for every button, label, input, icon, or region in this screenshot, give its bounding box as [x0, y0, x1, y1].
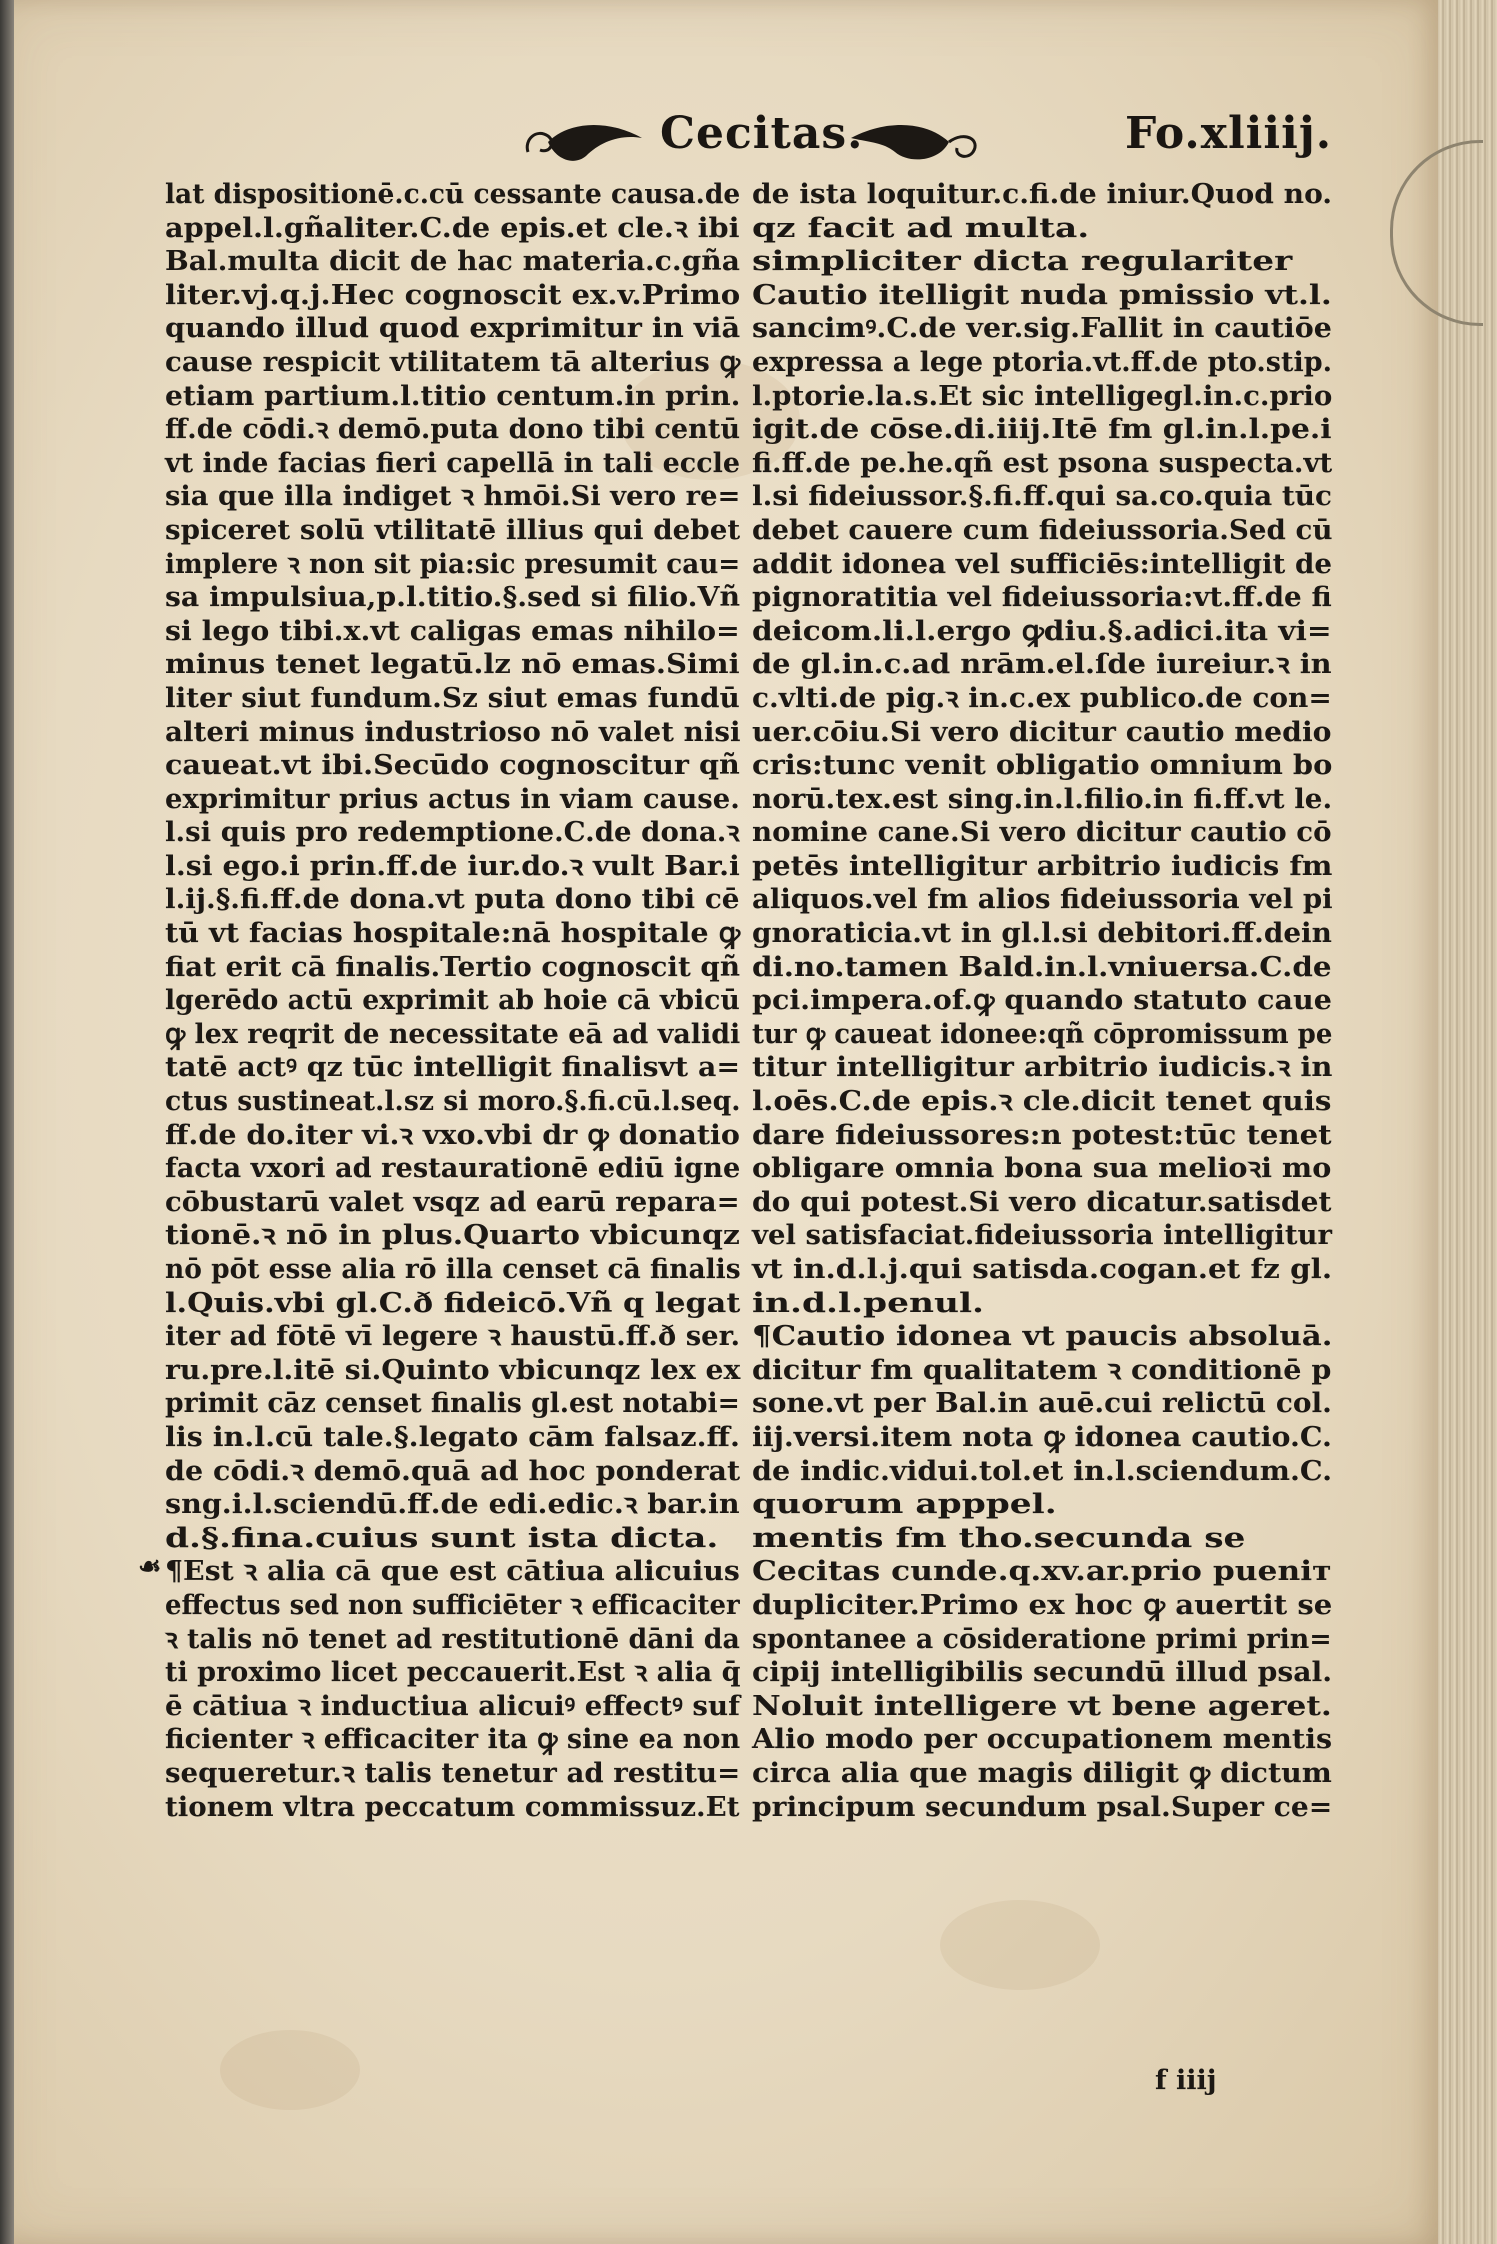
left-column-line: caueat.vt ibi.Secūdo cognoscitur qñ: [165, 749, 740, 782]
right-column-line: dare fideiussores:n potest:tūc tenet: [752, 1118, 1332, 1151]
left-column-line: appel.l.gñaliter.C.de epis.et cle.ꝛ ibi: [165, 211, 740, 244]
left-column-line: l.si quis pro redemptione.C.de dona.ꝛ: [165, 816, 740, 849]
left-column-line: ti proximo licet peccauerit.Est ꝛ alia q̄: [165, 1656, 741, 1689]
right-column-line: Cecitas cunde.q.xv.ar.pri̇o pueniт: [752, 1555, 1332, 1588]
left-column-line: alteri minus industrioso nō valet nisi: [165, 715, 741, 748]
paper-stain: [940, 1900, 1100, 1990]
right-column-line: obligare omnia bona sua melioꝛi mo: [752, 1152, 1332, 1185]
left-column-line: ē cātiua ꝛ inductiua alicuiꝰ effectꝰ suf: [165, 1689, 740, 1722]
left-column-line: ¶Est ꝛ alia cā que est cātiua alicuius: [165, 1555, 740, 1588]
right-column-line: dupliciter.Primo ex hoc ꝙ auertit se: [752, 1588, 1333, 1621]
page-gutter-shadow: [0, 0, 14, 2244]
left-column-line: liter.vj.q.j.Hec cognoscit ex.v.Primo: [165, 278, 741, 311]
left-column-line: ru.pre.l.itē si.Quinto vbicunqz lex ex: [165, 1353, 741, 1386]
left-column-line: primit cāz censet finalis gl.est notabi=: [165, 1387, 740, 1420]
left-column-line: ꝛ talis nō tenet ad restitutionē dāni da: [165, 1622, 740, 1655]
right-column-line: de ista loquitur.c.fi.de iniur.Quod no.: [752, 178, 1333, 210]
right-column-line: igit.de cōse.di.iiij.Itē fm gl.in.l.pe.i: [752, 413, 1332, 446]
right-column-line: Cautio itelligit nuda pmissio vt.l.: [752, 278, 1332, 311]
left-column-line: sng.i.l.sciendū.ff.de edi.edic.ꝛ bar.in: [165, 1488, 740, 1521]
right-column-line: c.vlti.de pig.ꝛ in.c.ex publico.de con=: [752, 681, 1332, 714]
left-column-line: sa impulsiua,p.l.titio.§.sed si filio.Vñ: [165, 581, 741, 614]
left-column-line: ff.de do.iter vi.ꝛ vxo.vbi dr ꝙ donatio: [165, 1118, 740, 1151]
right-column-line: de indic.vidui.tol.et in.l.sciendum.C.: [752, 1454, 1333, 1487]
left-column-line: vt inde facias fieri capellā in tali eccle: [165, 446, 741, 479]
signature-mark: f iiij: [1155, 2065, 1217, 2096]
left-column-line: effectus sed non sufficiēter ꝛ efficaciter: [165, 1588, 740, 1621]
left-column-line: facta vxori ad restaurationē ediū igne: [165, 1152, 741, 1185]
left-column-line: tatē actꝰ qz tūc intelligit finalisvt a=: [165, 1051, 741, 1084]
right-column-line: cris:tunc venit obligatio omnium bo: [752, 749, 1333, 782]
right-column-line: debet cauere cum fideiussoria.Sed cū: [752, 513, 1333, 546]
left-column-line: l.si ego.i prin.ff.de iur.do.ꝛ vult Bar.i: [165, 849, 740, 882]
left-column-line: ꝙ lex reqrit de necessitate eā ad validi: [165, 1017, 741, 1050]
paper-stain: [220, 2030, 360, 2110]
right-column-line: cipij intelligibilis secundū illud psal.: [752, 1656, 1333, 1689]
left-column-line: sequeretur.ꝛ talis tenetur ad restitu=: [165, 1756, 741, 1789]
right-column-line: mentis fm tho.secunda se: [752, 1521, 1246, 1554]
right-column-line: fi.ff.de pe.he.qñ est psona suspecta.vt: [752, 446, 1333, 479]
right-column-line: uer.cōiu.Si vero dicitur cautio medio: [752, 715, 1332, 748]
left-column-line: liter siut fundum.Sz siut emas fundū: [165, 681, 740, 714]
right-column-line: vel satisfaciat.fideiussoria intelligitur: [752, 1219, 1332, 1252]
left-column-line: tionem vltra peccatum commissuz.Et: [165, 1790, 740, 1823]
right-column-line: expressa a lege ptoria.vt.ff.de pto.stip.: [752, 345, 1332, 378]
left-column-line: fiat erit cā finalis.Tertio cognoscit qñ: [165, 950, 741, 983]
right-column-line: qz facit ad multa.: [752, 211, 1090, 244]
right-column-line: petēs intelligitur arbitrio iudicis fm: [752, 849, 1333, 882]
right-column-line: spontanee a cōsideratione primi prin=: [752, 1622, 1332, 1655]
left-column-line: tū vt facias hospitale:nā hospitale ꝙ: [165, 917, 741, 950]
right-column-line: l.si fideiussor.§.fi.ff.qui sa.co.quia tūc: [752, 480, 1333, 513]
right-column-line: pci.impera.of.ꝙ quando statuto caue: [752, 984, 1332, 1017]
right-column-line: addit idonea vel sufficiēs:intelligit de: [752, 547, 1333, 580]
right-column-line: sone.vt per Bal.in auē.cui relictū col.: [752, 1387, 1332, 1420]
right-column-line: dicitur fm qualitatem ꝛ conditionē p: [752, 1353, 1332, 1386]
left-column-line: implere ꝛ non sit pia:sic presumit cau=: [165, 547, 741, 580]
right-column-line: di.no.tamen Bald.in.l.vniuersa.C.de: [752, 950, 1332, 983]
left-column-line: minus tenet legatū.lz nō emas.Simi: [165, 648, 740, 681]
right-column-line: nomine cane.Si vero dicitur cautio cō: [752, 816, 1332, 849]
left-column-line: cause respicit vtilitatem tā alterius ꝙ: [165, 345, 741, 378]
folio-number: Fo.xliiij.: [1125, 108, 1333, 159]
left-column-line: sia que illa indiget ꝛ hmōi.Si vero re=: [165, 480, 741, 513]
right-column-line: principum secundum psal.Super ce=: [752, 1790, 1333, 1823]
left-column-line: exprimitur prius actus in viam cause.: [165, 782, 740, 815]
right-column-line: aliquos.vel fm alios fideiussoria vel pi: [752, 883, 1333, 916]
left-column-line: quando illud quod exprimitur in viā: [165, 312, 741, 345]
right-column-line: simpliciter dicta regulariter: [752, 245, 1293, 278]
left-column-line: d.§.fina.cuius sunt ista dicta.: [165, 1521, 719, 1554]
right-column-line: deicom.li.l.ergo ꝙdiu.§.adici.ita vi=: [752, 614, 1332, 647]
left-column-line: ctus sustineat.l.sz si moro.§.fi.cū.l.seq.: [165, 1085, 741, 1118]
page-header: [510, 108, 1333, 178]
left-column-line: ficienter ꝛ efficaciter ita ꝙ sine ea non: [165, 1723, 741, 1756]
right-column-line: in.d.l.penul.: [752, 1286, 984, 1319]
marginal-mark: ☙: [138, 1552, 162, 1582]
left-column-line: lis in.l.cū tale.§.legato cām falsaz.ff.: [165, 1420, 740, 1453]
right-column-line: do qui potest.Si vero dicatur.satisdet: [752, 1185, 1332, 1218]
left-column-line: lgerēdo actū exprimit ab hoie cā vbicū: [165, 984, 740, 1017]
right-column-line: ¶Cautio idonea vt paucis absoluā.: [752, 1320, 1333, 1353]
left-column-line: nō pōt esse alia rō illa censet cā finalis: [165, 1253, 741, 1285]
left-text-column: [165, 178, 740, 1824]
right-column-line: Noluit intelligere vt bene ageret.: [752, 1689, 1332, 1722]
running-title: Cecitas.: [660, 108, 864, 159]
left-column-line: etiam partium.l.titio centum.in prin.: [165, 379, 741, 412]
left-column-line: cōbustarū valet vsqz ad earū repara=: [165, 1185, 740, 1218]
left-column-line: si lego tibi.x.vt caligas emas nihilo=: [165, 614, 740, 647]
right-column-line: titur intelligitur arbitrio iudicis.ꝛ in: [752, 1051, 1333, 1084]
left-column-line: l.ij.§.fi.ff.de dona.vt puta dono tibi cē: [165, 883, 740, 916]
right-column-line: tur ꝙ caueat idonee:qñ cōpromissum pe: [752, 1017, 1333, 1050]
right-column-line: de gl.in.c.ad nrām.el.ſde iureiur.ꝛ in: [752, 648, 1332, 681]
right-column-line: norū.tex.est sing.in.l.filio.in fi.ff.vt le.: [752, 782, 1333, 815]
right-column-line: pignoratitia vel fideiussoria:vt.ff.de fi: [752, 581, 1332, 614]
right-column-line: sancimꝰ.C.de ver.sig.Fallit in cautiōe: [752, 312, 1332, 345]
right-column-line: Alio modo per occupationem mentis: [752, 1723, 1333, 1756]
right-column-line: iij.versi.item nota ꝙ idonea cautio.C.: [752, 1420, 1332, 1453]
right-column-line: l.ptorie.la.s.Et sic intelligegl.in.c.prio: [752, 379, 1333, 412]
left-ornament-icon: [520, 112, 650, 168]
right-text-column: [752, 178, 1332, 1824]
left-column-line: de cōdi.ꝛ demō.quā ad hoc ponderat: [165, 1454, 741, 1487]
left-column-line: l.Quis.vbi gl.C.ð fideicō.Vñ q legat: [165, 1286, 741, 1319]
right-column-line: circa alia que magis diligit ꝙ dictum: [752, 1756, 1332, 1789]
right-column-line: l.oēs.C.de epis.ꝛ cle.dicit tenet quis: [752, 1085, 1332, 1118]
right-column-line: quorum apppel.: [752, 1488, 1057, 1521]
right-ornament-icon: [845, 112, 985, 168]
left-column-line: spiceret solū vtilitatē illius qui debet: [165, 513, 741, 546]
page-edges: [1438, 0, 1497, 2244]
left-column-line: Bal.multa dicit de hac materia.c.gña: [165, 245, 740, 278]
left-column-line: lat dispositionē.c.cū cessante causa.de: [165, 178, 741, 210]
left-column-line: tionē.ꝛ nō in plus.Quarto vbicunqz: [165, 1219, 740, 1252]
right-column-line: vt in.d.l.j.qui satisda.cogan.et fz gl.: [752, 1253, 1333, 1285]
left-column-line: iter ad fōtē vī legere ꝛ haustū.ff.ð ser.: [165, 1320, 741, 1353]
right-column-line: gnoraticia.vt in gl.l.si debitori.ff.dein: [752, 917, 1332, 950]
left-column-line: ff.de cōdi.ꝛ demō.puta dono tibi centū: [165, 413, 741, 446]
